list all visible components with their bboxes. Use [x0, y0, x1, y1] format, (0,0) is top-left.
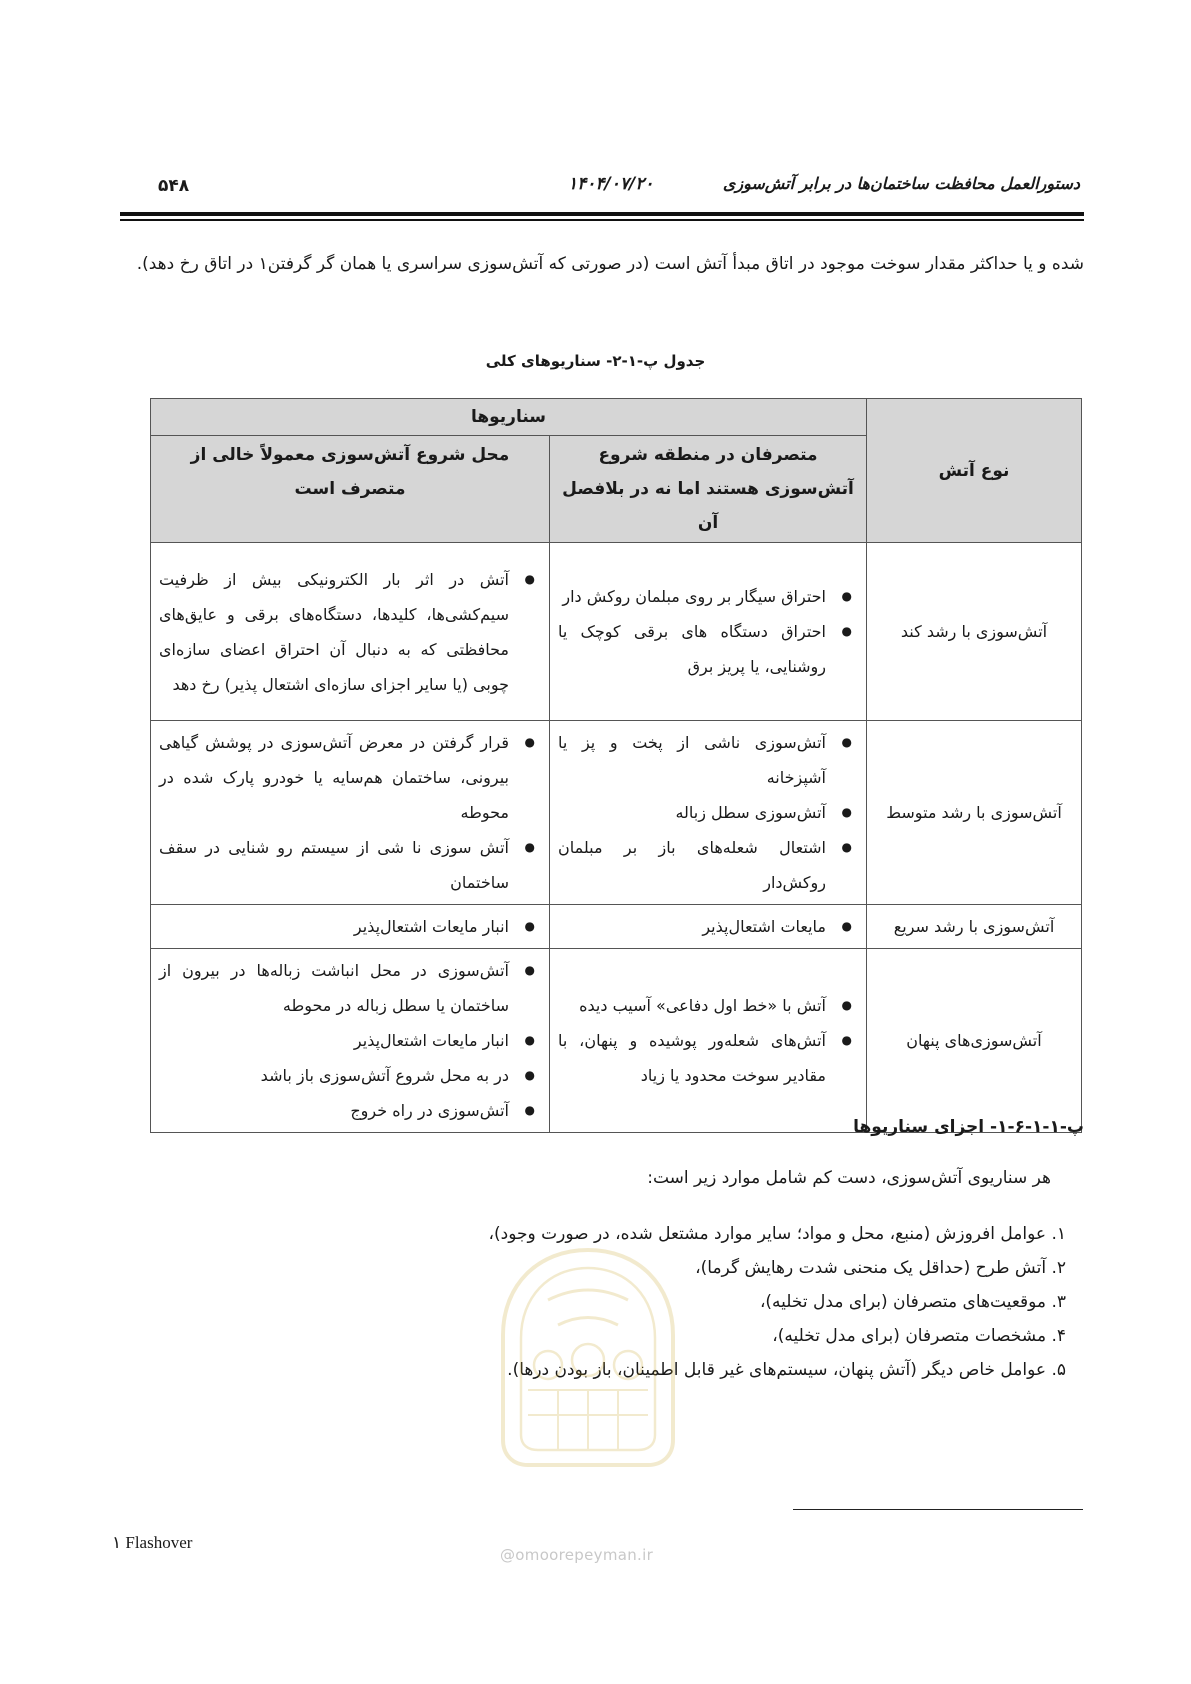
table-header-row [151, 399, 1082, 436]
fire-type-header: نوع آتش [867, 399, 1082, 543]
section-heading: پ-۱-۱-۶-۱- اجزای سناریوها [853, 1117, 1084, 1137]
list-item: ● آتش‌سوزی سطل زباله [558, 795, 856, 830]
list-item: ۲. آتش طرح (حداقل یک منحنی شدت رهایش گرما)، [695, 1258, 1066, 1278]
table-row [151, 949, 1082, 1133]
list-item: ۴. مشخصات متصرفان (برای مدل تخلیه)، [772, 1326, 1066, 1346]
unoccupied-header: محل شروع آتش‌سوزی معمولاً خالی از متصرف است [151, 436, 550, 543]
occupied-cell [550, 949, 867, 1133]
list-item: ● آتش با «خط اول دفاعی» آسیب دیده [558, 988, 856, 1023]
footnote: ۱ Flashover [112, 1533, 193, 1552]
page-header [120, 172, 1080, 202]
list-item: ● در به محل شروع آتش‌سوزی باز باشد [159, 1058, 539, 1093]
body-paragraph: شده و یا حداکثر مقدار سوخت موجود در اتاق مبدأ آتش است (در صورتی که آتش‌سوزی سراسری یا همان گر گرفتن۱ در اتاق رخ دهد). [136, 254, 1084, 274]
list-item: ● آتش‌سوزی در محل انباشت زباله‌ها در بیرون از ساختمان یا سطل زباله در محوطه [159, 953, 539, 1023]
page-number: ۵۴۸ [158, 176, 190, 196]
unoccupied-cell [151, 949, 550, 1133]
fire-type-cell: آتش‌سوزی‌های پنهان [867, 949, 1082, 1133]
occupied-cell [550, 543, 867, 721]
footnote-rule [793, 1509, 1083, 1510]
unoccupied-cell [151, 721, 550, 905]
list-item: ● انبار مایعات اشتعال‌پذیر [159, 909, 539, 944]
scenarios-header: سناریوها [151, 399, 867, 436]
list-item: ● احتراق دستگاه های برقی کوچک یا روشنایی، یا پریز برق [558, 614, 856, 684]
list-item: ● آتش‌سوزی در راه خروج [159, 1093, 539, 1128]
table-caption: جدول پ-۱-۲- سناریوهای کلی [485, 352, 706, 370]
table-row [151, 905, 1082, 949]
list-item: ● آتش‌های شعله‌ور پوشیده و پنهان، با مقادیر سوخت محدود یا زیاد [558, 1023, 856, 1093]
scenario-table [150, 398, 1082, 1133]
list-item: ● آتش سوزی نا شی از سیستم رو شنایی در سقف ساختمان [159, 830, 539, 900]
list-item: ● مایعات اشتعال‌پذیر [558, 909, 856, 944]
section-intro: هر سناریوی آتش‌سوزی، دست کم شامل موارد زیر است: [647, 1168, 1051, 1188]
list-item: ۳. موقعیت‌های متصرفان (برای مدل تخلیه)، [759, 1292, 1066, 1312]
unoccupied-cell [151, 543, 550, 721]
fire-type-cell: آتش‌سوزی با رشد کند [867, 543, 1082, 721]
unoccupied-cell [151, 905, 550, 949]
watermark-text: @omoorepeyman.ir [500, 1546, 654, 1564]
header-date: ۱۴۰۴/۰۷/۲۰ [568, 174, 654, 194]
table-row [151, 721, 1082, 905]
list-item: ● آتش‌سوزی ناشی از پخت و پز یا آشپزخانه [558, 725, 856, 795]
list-item: ● انبار مایعات اشتعال‌پذیر [159, 1023, 539, 1058]
header-title: دستورالعمل محافظت ساختمان‌ها در برابر آتش‌سوزی [722, 174, 1080, 193]
occupied-cell [550, 905, 867, 949]
occupied-header: متصرفان در منطقه شروع آتش‌سوزی هستند اما نه در بلافصل آن [550, 436, 867, 543]
list-item: ● قرار گرفتن در معرض آتش‌سوزی در پوشش گیاهی بیرونی، ساختمان هم‌سایه یا خودرو پارک شده در محوطه [159, 725, 539, 830]
occupied-cell [550, 721, 867, 905]
list-item: ● آتش در اثر بار الکترونیکی بیش از ظرفیت سیم‌کشی‌ها، کلیدها، دستگاه‌های برقی و عایق‌های محافظتی که به دنبال آن احتراق اعضای سازه‌ای چوبی (یا سایر اجزای سازه‌ای اشتعال پذیر) رخ دهد [159, 562, 539, 702]
list-item: ● اشتعال شعله‌های باز بر مبلمان روکش‌دار [558, 830, 856, 900]
fire-type-cell: آتش‌سوزی با رشد سریع [867, 905, 1082, 949]
header-rule-thick [120, 212, 1084, 216]
header-rule-thin [120, 219, 1084, 221]
list-item: ۱. عوامل افروزش (منبع، محل و مواد؛ سایر موارد مشتعل شده، در صورت وجود)، [488, 1224, 1066, 1244]
table-row [151, 543, 1082, 721]
fire-type-cell: آتش‌سوزی با رشد متوسط [867, 721, 1082, 905]
list-item: ۵. عوامل خاص دیگر (آتش پنهان، سیستم‌های غیر قابل اطمینان، باز بودن درها). [507, 1360, 1066, 1380]
list-item: ● احتراق سیگار بر روی مبلمان روکش دار [558, 579, 856, 614]
watermark-logo [488, 1240, 688, 1480]
